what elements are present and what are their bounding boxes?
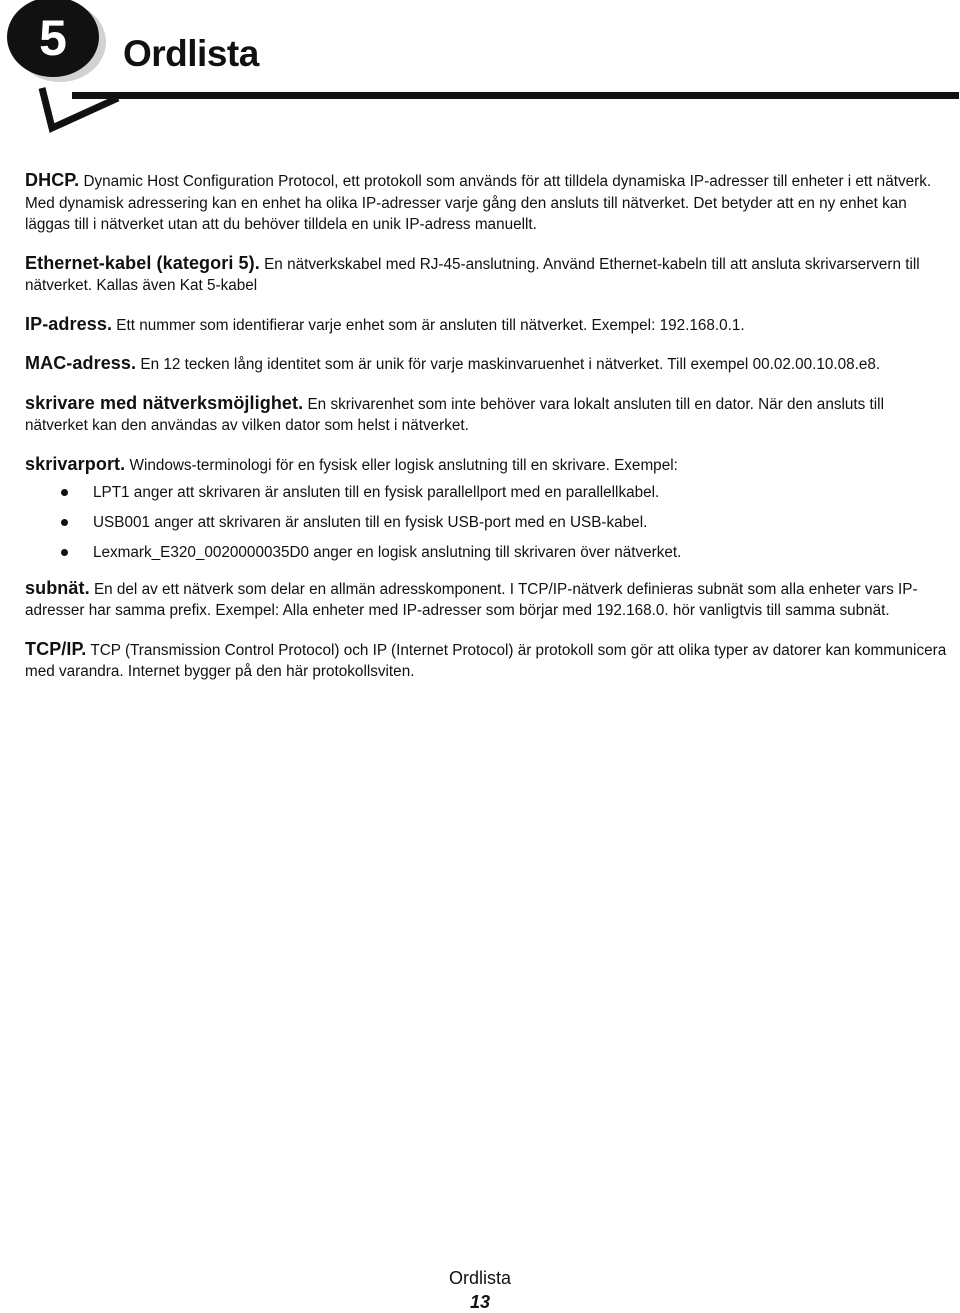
glossary-entry bbox=[25, 393, 950, 437]
bullet-icon bbox=[61, 489, 68, 496]
bullet-icon bbox=[61, 549, 68, 556]
page-title: Ordlista bbox=[123, 33, 259, 74]
glossary-entry bbox=[25, 170, 950, 236]
bullet-icon bbox=[61, 519, 68, 526]
glossary-term: IP-adress. bbox=[25, 313, 113, 334]
glossary-entry bbox=[25, 253, 950, 297]
glossary-entry bbox=[25, 454, 950, 477]
glossary-entry bbox=[25, 314, 950, 337]
chapter-badge bbox=[0, 0, 130, 140]
footer-section-label: Ordlista bbox=[448, 1268, 511, 1288]
glossary-definition: En del av ett nätverk som delar en allmän adresskomponent. I TCP/IP-nätverk definieras subnät som alla enheter vars IP-adresser har samma prefix. Exempel: Alla enheter med IP-adresser som börjar med 192.168.0. hör vanligtvis till samma subnät. bbox=[25, 580, 918, 619]
glossary-definition: Dynamic Host Configuration Protocol, ett protokoll som används för att tilldela dynamiska IP-adresser till enheter i ett nätverk. Med dynamisk adressering kan en enhet ha olika IP-adresser varje gång den ansluts till nätverket. Det betyder att en ny enhet kan läggas till i nätverket utan att du behöver tilldela en unik IP-adress manuellt. bbox=[25, 173, 932, 233]
glossary-definition: Ett nummer som identifierar varje enhet som är ansluten till nätverket. Exempel: 192.168.0.1. bbox=[116, 316, 745, 334]
glossary-term: Ethernet-kabel (kategori 5). bbox=[25, 252, 260, 273]
glossary-term: subnät. bbox=[25, 577, 90, 598]
glossary-entry bbox=[25, 578, 950, 622]
bullet-list bbox=[25, 482, 950, 564]
chapter-number: 5 bbox=[39, 10, 67, 66]
list-item-text: USB001 anger att skrivaren är ansluten till en fysisk USB-port med en USB-kabel. bbox=[93, 514, 648, 531]
glossary-entry bbox=[25, 353, 950, 376]
glossary-definition: En 12 tecken lång identitet som är unik för varje maskinvaruenhet i nätverket. Till exempel 00.02.00.10.08.e8. bbox=[140, 356, 881, 373]
glossary-definition: Windows-terminologi för en fysisk eller logisk anslutning till en skrivare. Exempel: bbox=[129, 456, 678, 474]
glossary-definition: En skrivarenhet som inte behöver vara lokalt ansluten till en dator. När den ansluts till nätverket kan den användas av vilken dator som helst i nätverket. bbox=[25, 395, 884, 434]
list-item bbox=[25, 542, 950, 564]
glossary-definition: En nätverkskabel med RJ-45-anslutning. Använd Ethernet-kabeln till att ansluta skrivarservern till nätverket. Kallas även Kat 5-kabel bbox=[25, 255, 920, 294]
glossary-term: DHCP. bbox=[25, 170, 80, 190]
header-rule bbox=[72, 92, 959, 99]
glossary-term: MAC-adress. bbox=[25, 353, 137, 373]
list-item bbox=[25, 512, 950, 534]
page-number: 13 bbox=[469, 1292, 491, 1312]
list-item bbox=[25, 482, 950, 504]
glossary-entry bbox=[25, 639, 950, 683]
glossary-term: TCP/IP. bbox=[25, 638, 87, 659]
glossary-term: skrivarport. bbox=[25, 453, 126, 474]
list-item-text: Lexmark_E320_0020000035D0 anger en logisk anslutning till skrivaren över nätverket. bbox=[93, 544, 682, 561]
glossary-definition: TCP (Transmission Control Protocol) och IP (Internet Protocol) är protokoll som gör att olika typer av datorer kan kommunicera med varandra. Internet bygger på den här protokollsviten. bbox=[25, 641, 947, 680]
list-item-text: LPT1 anger att skrivaren är ansluten till en fysisk parallellport med en parallellkabel. bbox=[93, 484, 660, 501]
glossary-list bbox=[25, 170, 950, 700]
glossary-term: skrivare med nätverksmöjlighet. bbox=[25, 392, 304, 413]
